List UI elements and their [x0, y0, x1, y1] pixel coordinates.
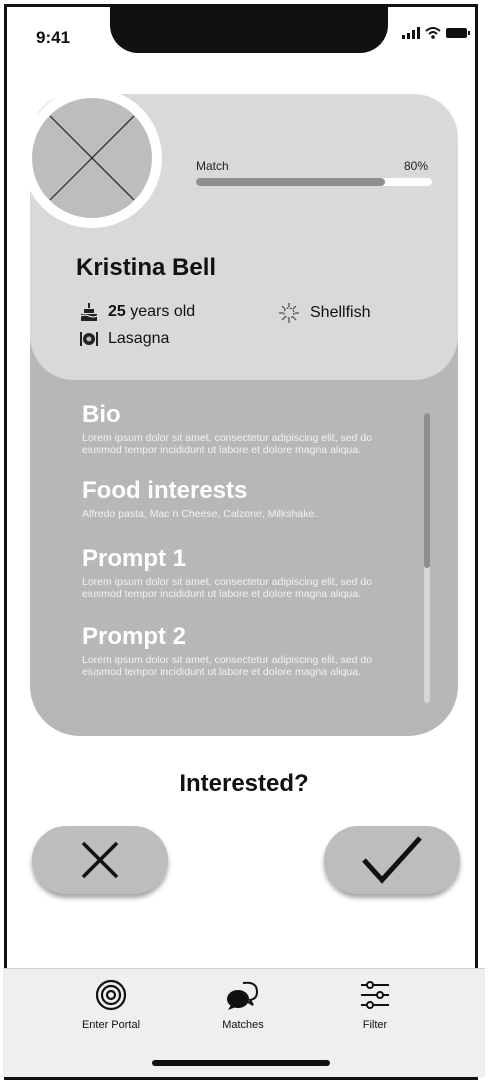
details-scrollbar[interactable]	[424, 413, 430, 703]
battery-icon	[446, 27, 470, 39]
shellfish-icon	[278, 302, 300, 324]
match-progress-bar	[196, 178, 432, 186]
nav-label-filter: Filter	[362, 1019, 388, 1031]
close-icon	[78, 838, 122, 882]
nav-label-enter-portal: Enter Portal	[81, 1019, 141, 1031]
prompt1-body: Lorem ipsum dolor sit amet, consectetur adipiscing elit, sed do eiusmod tempor incididunt ut labore et dolore magna aliqua.	[82, 576, 373, 600]
accept-button[interactable]	[324, 826, 460, 894]
plate-cutlery-icon	[80, 330, 98, 348]
spiral-icon	[95, 979, 127, 1011]
avatar[interactable]	[32, 98, 152, 218]
nav-filter[interactable]	[325, 979, 425, 1031]
details-scrollbar-thumb[interactable]	[424, 413, 430, 568]
prompt2-title: Prompt 2	[82, 623, 187, 650]
status-time: 9:41	[36, 28, 71, 47]
avatar-ring	[22, 88, 162, 228]
bio-body: Lorem ipsum dolor sit amet, consectetur adipiscing elit, sed do eiusmod tempor incididunt ut labore et dolore magna aliqua.	[82, 432, 373, 456]
bio-title: Bio	[82, 401, 121, 428]
profile-name: Kristina Bell	[76, 254, 217, 281]
details-scroll-content[interactable]	[82, 400, 412, 678]
sliders-icon	[359, 979, 391, 1011]
allergy-text: Shellfish	[310, 304, 371, 321]
favorite-food: Lasagna	[108, 330, 170, 347]
notch	[110, 4, 388, 53]
interested-question: Interested?	[179, 770, 309, 797]
age-suffix: years old	[130, 303, 196, 320]
allergy-info	[278, 302, 370, 324]
reject-button[interactable]	[32, 826, 168, 894]
prompt1-title: Prompt 1	[82, 545, 187, 572]
match-value: 80%	[404, 159, 429, 173]
age-number: 25	[108, 303, 126, 320]
match-label: Match	[196, 159, 229, 173]
image-placeholder-icon	[32, 98, 152, 218]
age-info	[80, 302, 195, 322]
birthday-cake-icon	[80, 302, 98, 322]
status-icons	[402, 27, 470, 39]
food-interests-body: Alfredo pasta, Mac n Cheese, Calzone, Milkshake.	[82, 508, 318, 520]
checkmark-icon	[360, 834, 424, 886]
nav-label-matches: Matches	[222, 1019, 264, 1031]
home-indicator	[152, 1060, 330, 1066]
nav-enter-portal[interactable]	[61, 979, 161, 1031]
signal-icon	[402, 27, 420, 39]
prompt2-body: Lorem ipsum dolor sit amet, consectetur adipiscing elit, sed do eiusmod tempor incididunt ut labore et dolore magna aliqua.	[82, 654, 373, 678]
nav-matches[interactable]	[193, 979, 293, 1031]
match-progress-fill	[196, 178, 385, 186]
food-interests-title: Food interests	[82, 477, 248, 504]
wifi-icon	[425, 27, 441, 39]
food-info	[80, 330, 169, 348]
chat-bubbles-icon	[223, 979, 263, 1011]
